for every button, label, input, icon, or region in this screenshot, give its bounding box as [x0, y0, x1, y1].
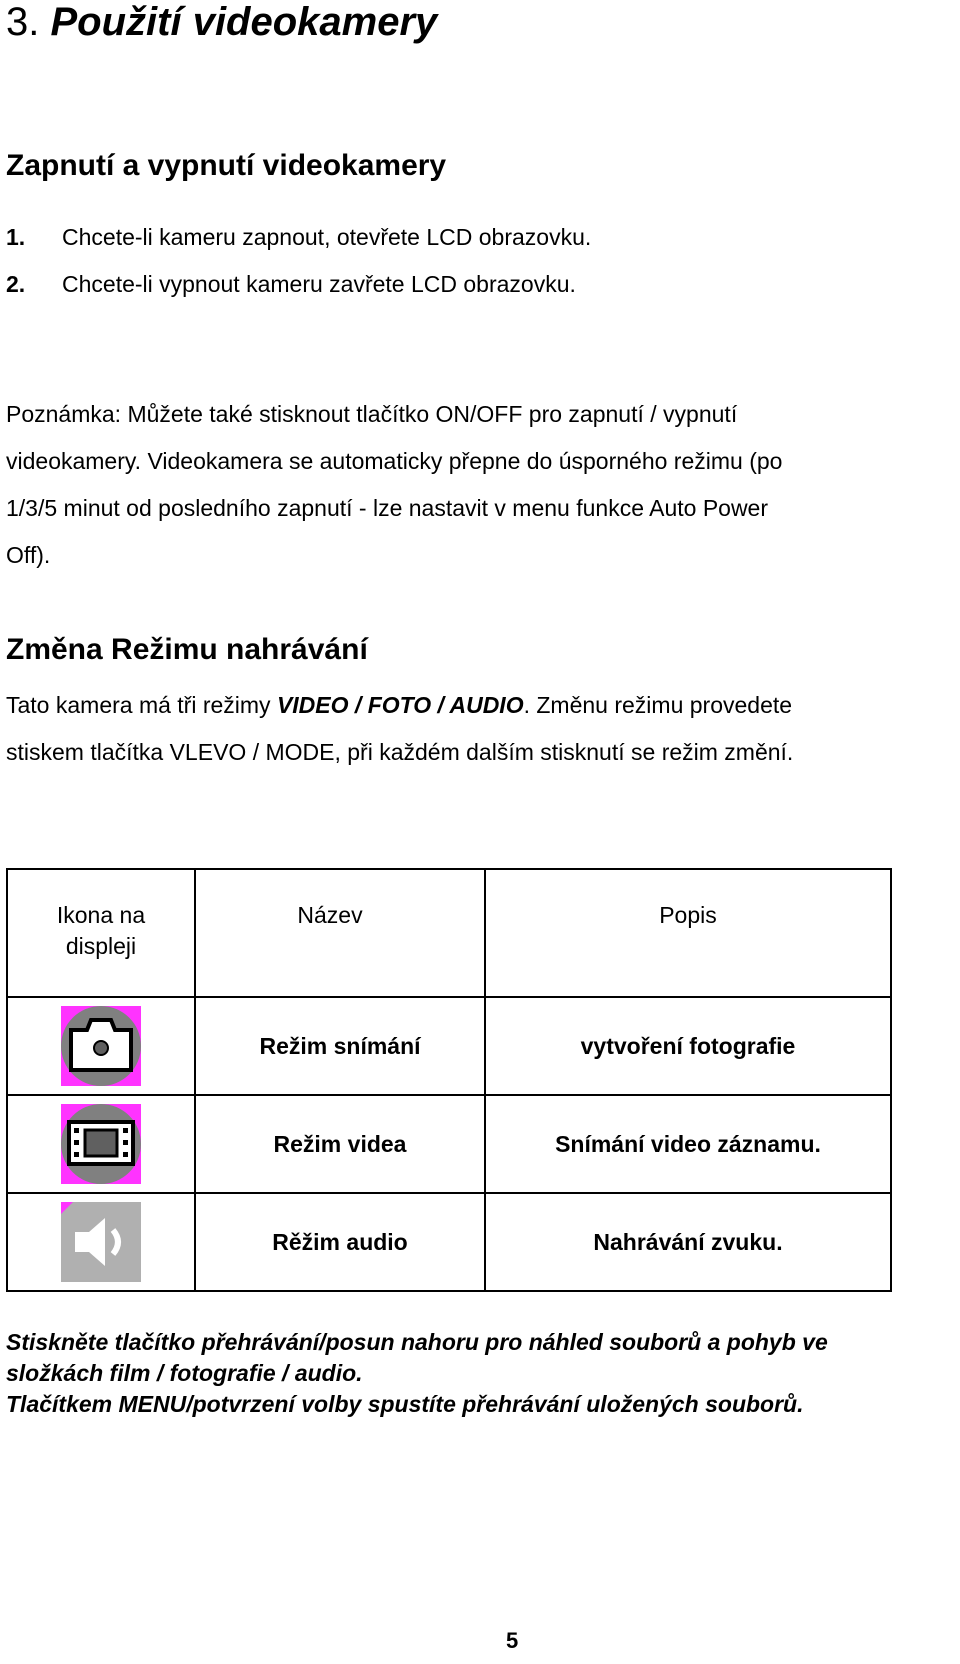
step-2-number: 2. — [6, 271, 26, 297]
footer-line-2: složkách film / fotografie / audio. — [6, 1360, 363, 1386]
row-name: Režim snímání — [195, 997, 485, 1095]
table-row — [7, 1095, 891, 1193]
step-2 — [6, 261, 576, 308]
row-description: Nahrávání zvuku. — [485, 1193, 891, 1291]
note-line-3: 1/3/5 minut od posledního zapnutí - lze nastavit v menu funkce Auto Power — [6, 495, 769, 521]
header-description: Popis — [485, 869, 891, 997]
chapter-title — [6, 0, 437, 44]
row-name: Režim videa — [195, 1095, 485, 1193]
header-name: Název — [195, 869, 485, 997]
step-1-text: Chcete-li kameru zapnout, otevřete LCD obrazovku. — [62, 224, 592, 250]
row-description: Snímání video záznamu. — [485, 1095, 891, 1193]
modes-table — [6, 868, 892, 1292]
mode-line-1-prefix: Tato kamera má tři režimy — [6, 692, 277, 718]
icon-cell — [7, 997, 195, 1095]
note-line-2: videokamery. Videokamera se automaticky přepne do úsporného režimu (po — [6, 448, 783, 474]
footer-notes — [6, 1327, 956, 1420]
camera-icon — [61, 1006, 141, 1086]
step-1 — [6, 214, 591, 261]
footer-line-3: Tlačítkem MENU/potvrzení volby spustíte přehrávání uložených souborů. — [6, 1391, 804, 1417]
step-1-number: 1. — [6, 224, 26, 250]
table-row — [7, 997, 891, 1095]
note-line-4: Off). — [6, 542, 51, 568]
row-name: Rěžim audio — [195, 1193, 485, 1291]
mode-line-1-suffix: . Změnu režimu provedete — [523, 692, 793, 718]
section-heading-mode: Změna Režimu nahrávání — [6, 633, 368, 666]
step-2-text: Chcete-li vypnout kameru zavřete LCD obrazovku. — [62, 271, 576, 297]
chapter-number: 3. — [6, 0, 40, 44]
film-icon — [61, 1104, 141, 1184]
icon-cell — [7, 1095, 195, 1193]
note-line-1: Poznámka: Můžete také stisknout tlačítko ON/OFF pro zapnutí / vypnutí — [6, 401, 738, 427]
table-header-row — [7, 869, 891, 997]
chapter-title-text: Použití videokamery — [50, 0, 438, 44]
header-icon: Ikona na displeji — [7, 869, 195, 997]
speaker-icon — [61, 1202, 141, 1282]
icon-cell — [7, 1193, 195, 1291]
page-number: 5 — [506, 1628, 519, 1653]
mode-names: VIDEO / FOTO / AUDIO — [276, 692, 524, 718]
mode-line-2: stiskem tlačítka VLEVO / MODE, při každém dalším stisknutí se režim změní. — [6, 739, 794, 765]
mode-line-1 — [6, 682, 792, 729]
section-heading-power: Zapnutí a vypnutí videokamery — [6, 149, 447, 182]
row-description: vytvoření fotografie — [485, 997, 891, 1095]
table-row — [7, 1193, 891, 1291]
footer-line-1: Stiskněte tlačítko přehrávání/posun nahoru pro náhled souborů a pohyb ve — [6, 1329, 828, 1355]
